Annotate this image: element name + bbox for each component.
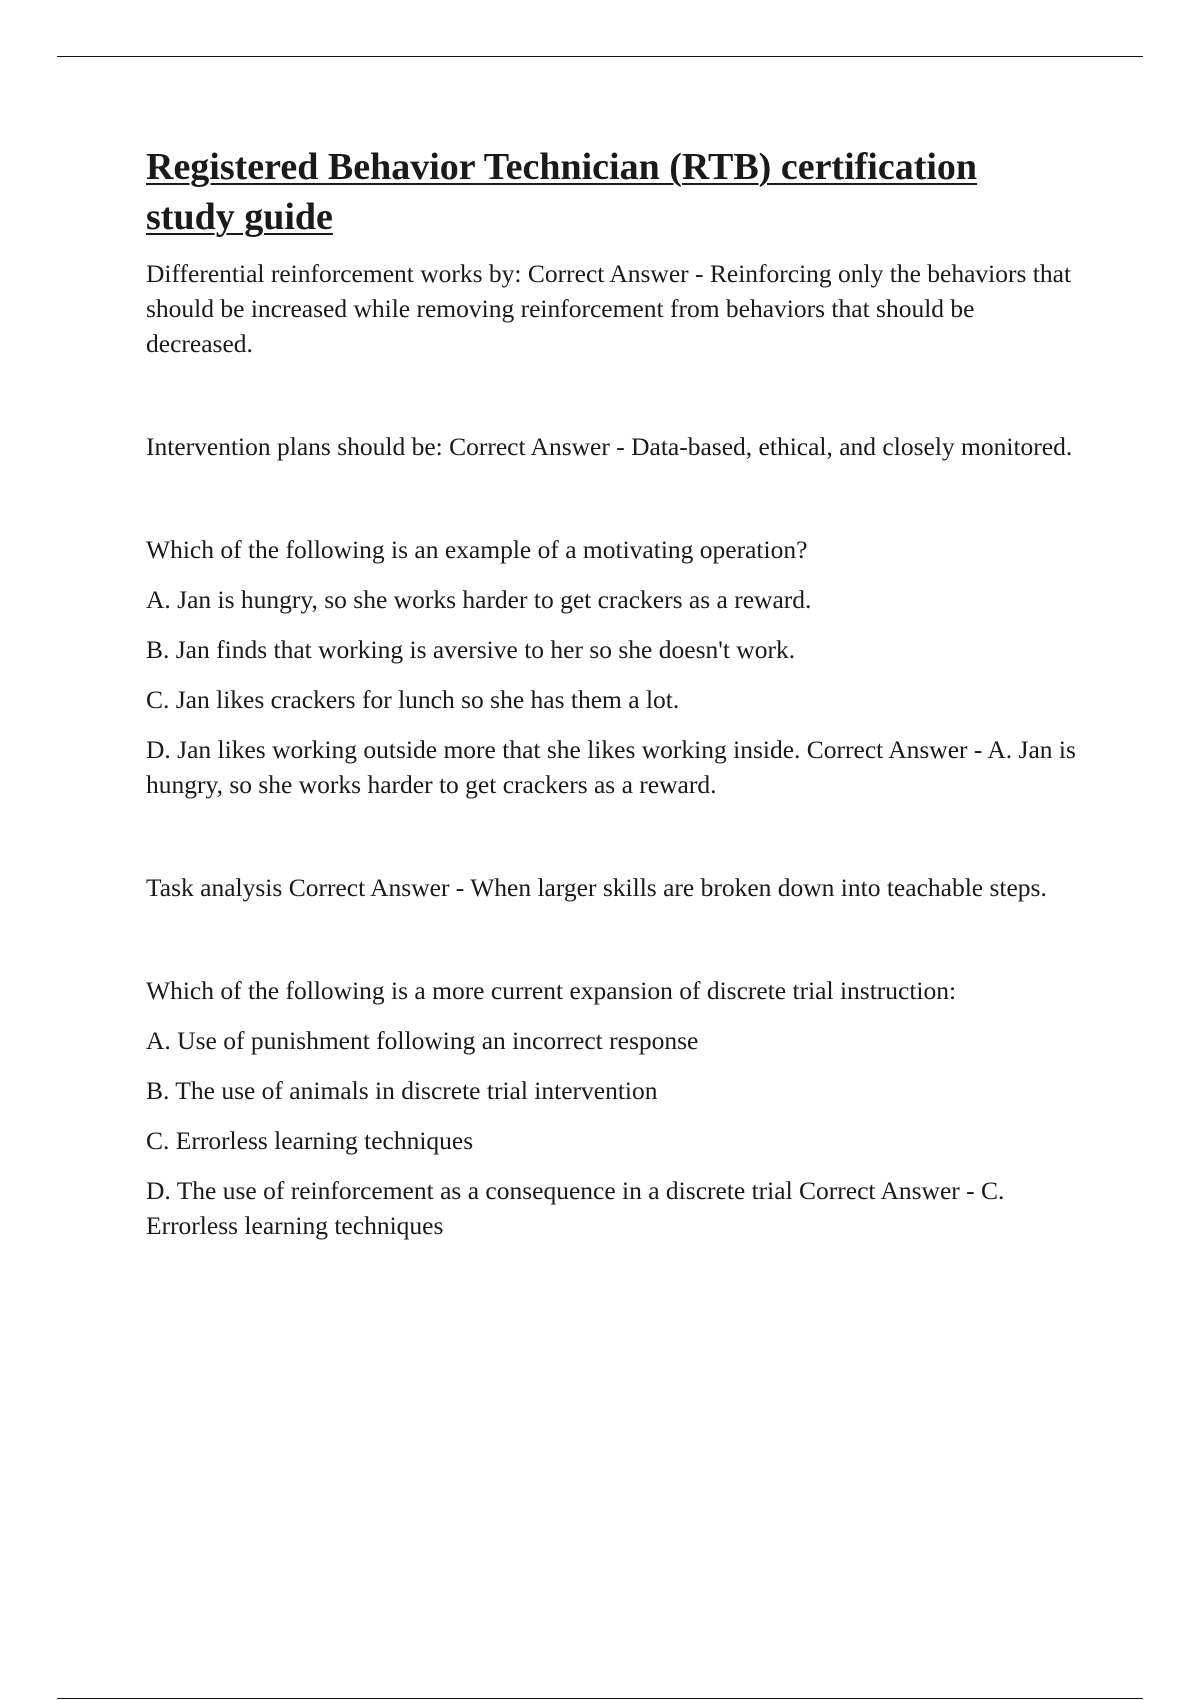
option-b: B. Jan finds that working is aversive to her so she doesn't work.	[146, 635, 796, 664]
question-motivating-operation: Which of the following is an example of a motivating operation?	[146, 535, 808, 564]
footer-rule	[57, 1698, 1143, 1699]
option-b: B. The use of animals in discrete trial intervention	[146, 1076, 658, 1105]
question-discrete-trial-expansion: Which of the following is a more current expansion of discrete trial instruction:	[146, 976, 957, 1005]
header-rule	[57, 56, 1143, 57]
option-c: C. Errorless learning techniques	[146, 1126, 474, 1155]
option-d-with-answer: D. The use of reinforcement as a consequence in a discrete trial Correct Answer - C. Errorless learning techniques	[146, 1176, 1005, 1240]
option-d-with-answer: D. Jan likes working outside more that she likes working inside. Correct Answer - A. Jan is hungry, so she works harder to get crackers as a reward.	[146, 735, 1076, 799]
option-c: C. Jan likes crackers for lunch so she has them a lot.	[146, 685, 680, 714]
qa-item-intervention-plans: Intervention plans should be: Correct Answer - Data-based, ethical, and closely monitored.	[146, 432, 1073, 461]
document-body	[146, 142, 1086, 1243]
title-line-1: Registered Behavior Technician (RTB) certification	[146, 146, 978, 188]
qa-item-differential-reinforcement: Differential reinforcement works by: Correct Answer - Reinforcing only the behaviors that should be increased while removing reinforcement from behaviors that should be decreased.	[146, 259, 1072, 358]
option-a: A. Use of punishment following an incorrect response	[146, 1026, 699, 1055]
title-line-2: study guide	[146, 196, 333, 238]
qa-item-task-analysis: Task analysis Correct Answer - When larger skills are broken down into teachable steps.	[146, 873, 1047, 902]
document-title	[146, 142, 1086, 242]
option-a: A. Jan is hungry, so she works harder to get crackers as a reward.	[146, 585, 812, 614]
